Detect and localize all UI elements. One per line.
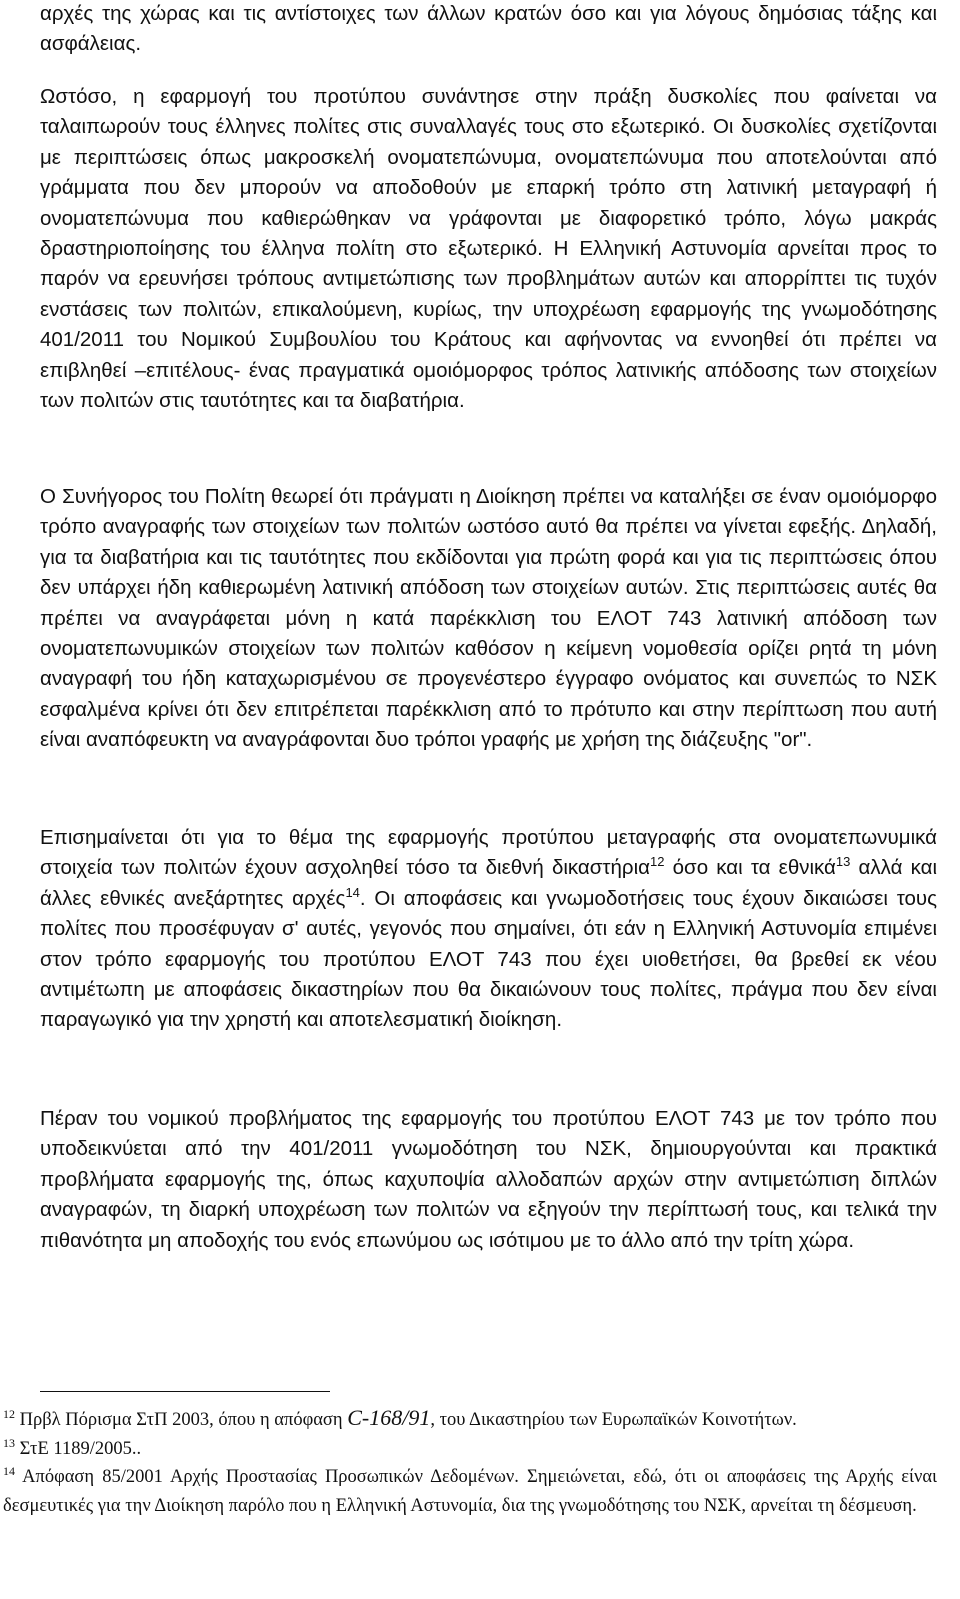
p4-text-b: όσο και τα εθνικά: [664, 856, 836, 880]
paragraph-difficulties: Ωστόσο, η εφαρμογή του προτύπου συνάντησε στην πράξη δυσκολίες που φαίνεται να ταλαιπωρούν τους έλληνες πολίτες στις συναλλαγές τους στο εξωτερικό. Οι δυσκολίες σχετίζονται με περιπτώσεις όπως μακροσκελή ονοματεπώνυμα, ονοματεπώνυμα που αποτελούνται από γράμματα που δεν μπορούν να αποδοθούν με επαρκή τρόπο στη λατινική μεταγραφή ή ονοματεπώνυμα που καθιερώθηκαν να γράφονται με διαφορετικό τρόπο, λόγω μακράς δραστηριοποίησης του έλληνα πολίτη στο εξωτερικό. Η Ελληνική Αστυνομία αρνείται προς το παρόν να ερευνήσει τρόπους αντιμετώπισης των προβλημάτων αυτών και απορρίπτει τις τυχόν ενστάσεις των πολιτών, επικαλούμενη, κυρίως, την υποχρέωση εφαρμογής της γνωμοδότησης 401/2011 του Νομικού Συμβουλίου του Κράτους και αφήνοντας να εννοηθεί ότι πρέπει να επιβληθεί –επιτέλους- ένας πραγματικά ομοιόμορφος τρόπος λατινικής απόδοσης των στοιχείων των πολιτών στις ταυτότητες και τα διαβατήρια.: [40, 85, 937, 413]
footnote-number: 14: [3, 1464, 15, 1479]
p4-text-c: αλλά και άλλες εθνικές ανεξάρτητες αρχές: [40, 856, 938, 910]
paragraph-practical-problems: Πέραν του νομικού προβλήματος της εφαρμογής του προτύπου ΕΛΟΤ 743 με τον τρόπο που υποδεικνύεται από την 401/2011 γνωμοδότηση του ΝΣΚ, δημιουργούνται και πρακτικά προβλήματα εφαρμογής της, όπως καχυποψία αλλοδαπών αρχών στην αντιμετώπιση διπλών αναγραφών, τη διαρκή υποχρέωση των πολιτών να εξηγούν την περίπτωσή τους, και τελικά την πιθανότητα μη αποδοχής του ενός επωνύμου ως ισότιμου με το άλλο από την τρίτη χώρα.: [40, 1107, 937, 1252]
footnote-ref-13[interactable]: 13: [835, 854, 851, 870]
p4-text-a: Επισημαίνεται ότι για το θέμα της εφαρμογής προτύπου μεταγραφής στα ονοματεπωνυμικά στοιχεία των πολιτών έχουν ασχοληθεί τόσο τα διεθνή δικαστήρια: [40, 826, 937, 880]
case-reference: C-168/91: [347, 1405, 431, 1430]
footnote-ref-12[interactable]: 12: [650, 854, 665, 870]
paragraph-continuation: αρχές της χώρας και τις αντίστοιχες των άλλων κρατών όσο και για λόγους δημόσιας τάξης και ασφάλειας.: [40, 2, 937, 56]
paragraph-ombudsman-view: Ο Συνήγορος του Πολίτη θεωρεί ότι πράγματι η Διοίκηση πρέπει να καταλήξει σε έναν ομοιόμορφο τρόπο αναγραφής των στοιχείων των πολιτών ωστόσο αυτό θα πρέπει να γίνεται εφεξής. Δηλαδή, για τα διαβατήρια και τις ταυτότητες που εκδίδονται για πρώτη φορά και για τις περιπτώσεις όπου δεν υπάρχει ήδη καθιερωμένη λατινική απόδοση των στοιχείων αυτών. Στις περιπτώσεις αυτές θα πρέπει να αναγράφεται μόνη η κατά παρέκκλιση του ΕΛΟΤ 743 λατινική απόδοση των ονοματεπωνυμικών στοιχείων των πολιτών καθόσον η κείμενη νομοθεσία ορίζει ρητά τη μόνη αναγραφή του ήδη καταχωρισμένου σε προγενέστερο έγγραφο ονόματος και συνεπώς το ΝΣΚ εσφαλμένα κρίνει ότι δεν επιτρέπεται παρέκκλιση από το πρότυπο και στην περίπτωση που αυτή είναι αναπόφευκτη να αναγράφονται δυο τρόποι γραφής με χρήση της διάζευξης "or".: [40, 485, 937, 752]
footnote-ref-14[interactable]: 14: [345, 884, 360, 900]
footnotes: [3, 1404, 937, 1520]
p4-text-d: . Οι αποφάσεις και γνωμοδοτήσεις τους έχουν δικαιώσει τους πολίτες που προσέφυγαν σ' αυτές, γεγονός που σημαίνει, ότι εάν η Ελληνική Αστυνομία επιμένει στον τρόπο εφαρμογής του προτύπου ΕΛΟΤ 743 που έχει υιοθετήσει, θα βρεθεί εκ νέου αντιμέτωπη με αποφάσεις δικαστηρίων που θα δικαιώνουν τους πολίτες, πράγμα που δεν είναι παραγωγικό για την χρηστή και αποτελεσματική διοίκηση.: [40, 886, 937, 1032]
footnote-number: 13: [3, 1435, 15, 1450]
footnote-14: $^{14}$ Απόφαση 85/2001 Αρχής Προστασίας Προσωπικών Δεδομένων. Σημειώνεται, εδώ, ότι οι αποφάσεις της Αρχής είναι δεσμευτικές για την Διοίκηση παρόλο που η Ελληνική Αστυνομία, δια της γνωμοδότησης του ΝΣΚ, αρνείται τη δέσμευση.: [3, 1464, 937, 1516]
footnote-separator: [40, 1391, 330, 1392]
footnote-13: $^{13}$ ΣτΕ 1189/2005..: [3, 1435, 142, 1459]
footnote-number: 12: [3, 1406, 15, 1421]
footnote-12: $^{12}$ Πρβλ Πόρισμα ΣτΠ 2003, όπου η απόφαση C-168/91, του Δικαστηρίου των Ευρωπαϊκών Κοινοτήτων.: [3, 1405, 797, 1430]
paragraph-court-decisions: [40, 823, 937, 1036]
